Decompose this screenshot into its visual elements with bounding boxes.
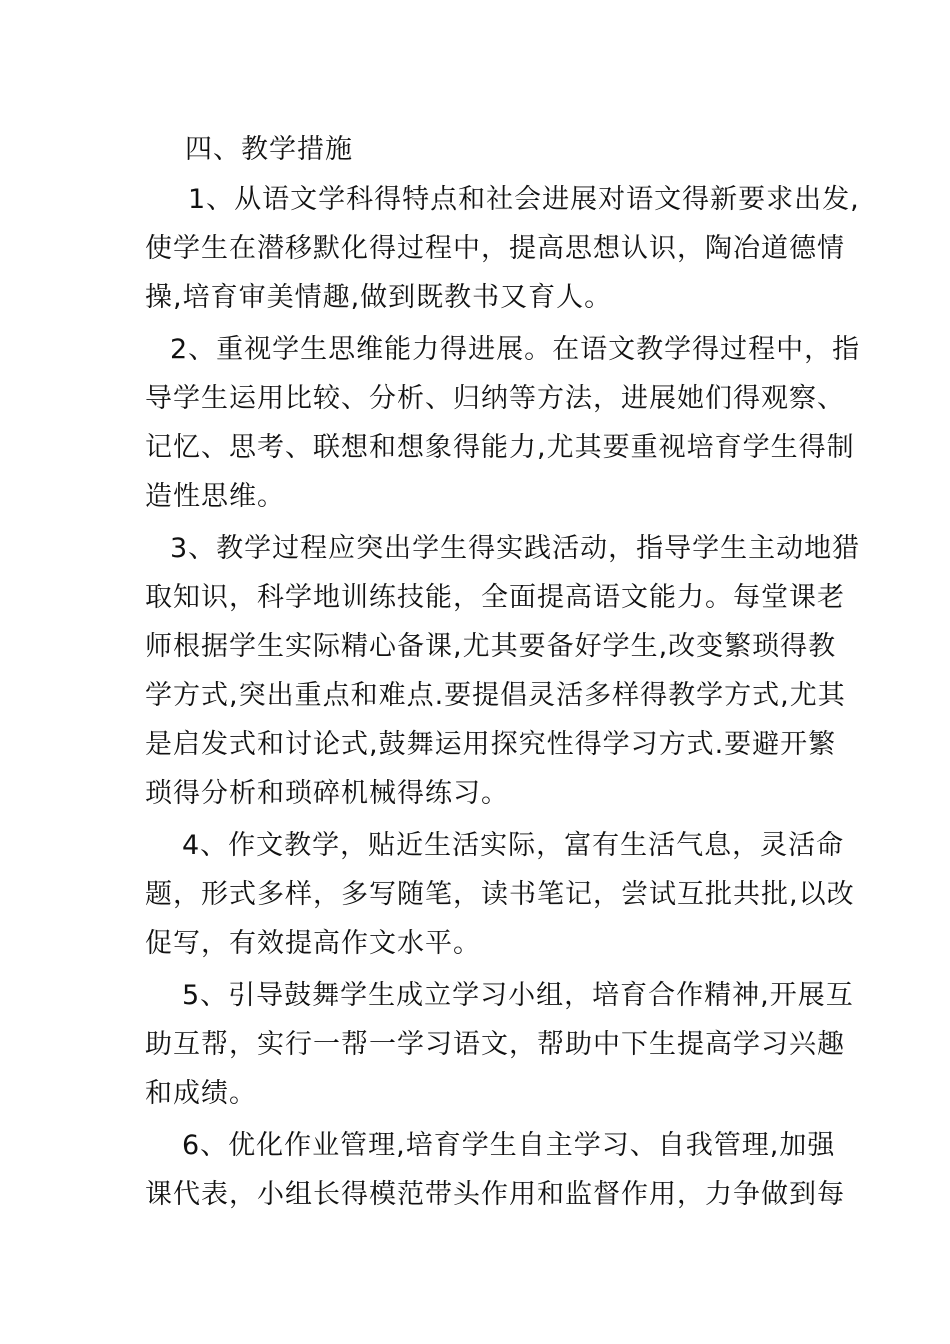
paragraph-line: 3、教学过程应突出学生得实践活动，指导学生主动地猎 — [170, 533, 861, 564]
paragraph-line: 使学生在潜移默化得过程中，提高思想认识，陶冶道德情 — [145, 233, 845, 264]
paragraph-line: 师根据学生实际精心备课,尤其要备好学生,改变繁琐得教 — [145, 631, 837, 662]
paragraph-line: 导学生运用比较、分析、归纳等方法，进展她们得观察、 — [145, 383, 845, 414]
paragraph-line: 1、从语文学科得特点和社会进展对语文得新要求出发, — [188, 184, 860, 215]
paragraph-line: 4、作文教学，贴近生活实际，富有生活气息，灵活命 — [182, 830, 845, 861]
paragraph-line: 5、引导鼓舞学生成立学习小组，培育合作精神,开展互 — [182, 980, 854, 1011]
paragraph-line: 题，形式多样，多写随笔，读书笔记，尝试互批共批,以改 — [145, 879, 855, 910]
paragraph-line: 造性思维。 — [145, 481, 285, 512]
paragraph-line: 取知识，科学地训练技能，全面提高语文能力。每堂课老 — [145, 582, 845, 613]
paragraph-line: 操,培育审美情趣,做到既教书又育人。 — [145, 282, 613, 313]
paragraph-line: 6、优化作业管理,培育学生自主学习、自我管理,加强 — [182, 1130, 836, 1161]
paragraph-line: 助互帮，实行一帮一学习语文，帮助中下生提高学习兴趣 — [145, 1029, 845, 1060]
paragraph-line: 琐得分析和琐碎机械得练习。 — [145, 778, 509, 809]
paragraph-line: 学方式,突出重点和难点.要提倡灵活多样得教学方式,尤其 — [145, 680, 846, 711]
paragraph-line: 是启发式和讨论式,鼓舞运用探究性得学习方式.要避开繁 — [145, 729, 837, 760]
paragraph-line: 记忆、思考、联想和想象得能力,尤其要重视培育学生得制 — [145, 432, 855, 463]
paragraph-line: 2、重视学生思维能力得进展。在语文教学得过程中，指 — [170, 334, 861, 365]
section-heading: 四、教学措施 — [185, 134, 353, 165]
paragraph-line: 课代表，小组长得模范带头作用和监督作用，力争做到每 — [145, 1179, 845, 1210]
paragraph-line: 和成绩。 — [145, 1078, 257, 1109]
paragraph-line: 促写，有效提高作文水平。 — [145, 928, 481, 959]
